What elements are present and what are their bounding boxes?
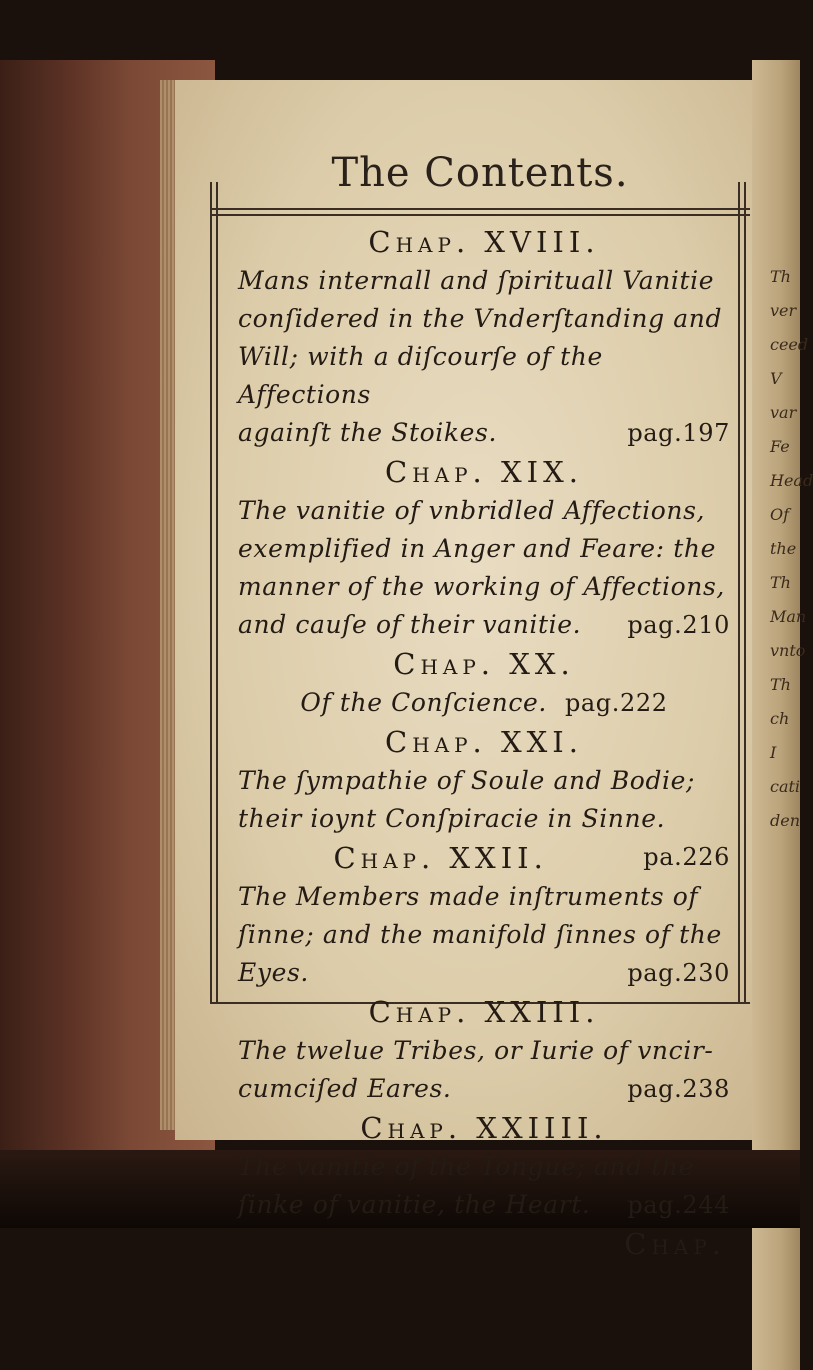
fragment: cati [770, 777, 801, 796]
page-number: pag.244 [627, 1191, 730, 1219]
chapter-heading: Chap. XIX. [385, 455, 583, 489]
chapter-heading: Chap. XVIII. [368, 225, 600, 259]
page-number: pag.238 [627, 1075, 730, 1103]
entry-line: manner of the working of Affections, [238, 572, 725, 601]
contents-entry [238, 222, 730, 452]
fragment: the [770, 539, 797, 558]
chapter-heading: Chap. XXII. [333, 841, 548, 875]
rule [210, 208, 750, 210]
fragment: Th [770, 573, 791, 592]
entry-line: The ſympathie of Soule and Bodie; [238, 766, 696, 795]
page-number: pag.210 [627, 611, 730, 639]
fragment: Head [770, 471, 813, 490]
fragment: ch [770, 709, 790, 728]
entry-line: The vanitie of the Tongue; and the [238, 1152, 695, 1181]
fragment: ver [770, 301, 797, 320]
fragment: ceed [770, 335, 809, 354]
entry-line: ſinke of vanitie, the Heart. [238, 1190, 591, 1219]
page-number: pa.226 [643, 843, 730, 871]
fragment: I [770, 743, 777, 762]
rule [210, 182, 212, 1002]
contents-list [238, 222, 730, 1264]
catchword: Chap. [624, 1227, 726, 1261]
contents-entry [238, 452, 730, 644]
entry-line: Of the Conſcience. [300, 688, 547, 717]
fragment: Th [770, 267, 791, 286]
entry-line: Will; with a diſcourſe of the Affections [238, 342, 603, 409]
contents-entry [238, 1108, 730, 1224]
entry-line: Mans internall and ſpirituall Vanitie [238, 266, 715, 295]
page-number: pag.230 [627, 959, 730, 987]
rule [210, 214, 750, 216]
entry-line: their ioynt Conſpiracie in Sinne. [238, 804, 666, 833]
chapter-heading: Chap. XX. [393, 647, 575, 681]
fragment: V [770, 369, 782, 388]
entry-line: The Members made inſtruments of [238, 882, 699, 911]
rule [744, 182, 746, 1002]
chapter-heading: Chap. XXIIII. [360, 1111, 608, 1145]
fragment: Man [770, 607, 807, 626]
entry-line: exemplified in Anger and Feare: the [238, 534, 716, 563]
page-number: pag.197 [627, 419, 730, 447]
entry-line: ſinne; and the manifold ſinnes of the [238, 920, 722, 949]
fragment: den [770, 811, 801, 830]
fragment: Of [770, 505, 790, 524]
contents-entry [238, 992, 730, 1108]
contents-entry [238, 644, 730, 722]
entry-line: The twelue Tribes, or Iurie of vncir- [238, 1036, 714, 1065]
page-number: pag.222 [564, 689, 668, 717]
fragment: var [770, 403, 797, 422]
page-title: The Contents. [331, 150, 629, 196]
chapter-heading: Chap. XXIII. [368, 995, 600, 1029]
entry-line: againſt the Stoikes. [238, 418, 497, 447]
rule [738, 182, 740, 1002]
rule [216, 182, 218, 1002]
entry-line: The vanitie of vnbridled Affections, [238, 496, 706, 525]
fragment: Th [770, 675, 791, 694]
chapter-heading: Chap. XXI. [385, 725, 583, 759]
entry-line: cumciſed Eares. [238, 1074, 452, 1103]
fragment: Fe [770, 437, 790, 456]
entry-line: and cauſe of their vanitie. [238, 610, 582, 639]
entry-line: conſidered in the Vnderſtanding and [238, 304, 723, 333]
entry-line: Eyes. [238, 958, 309, 987]
fragment: vnto [770, 641, 806, 660]
